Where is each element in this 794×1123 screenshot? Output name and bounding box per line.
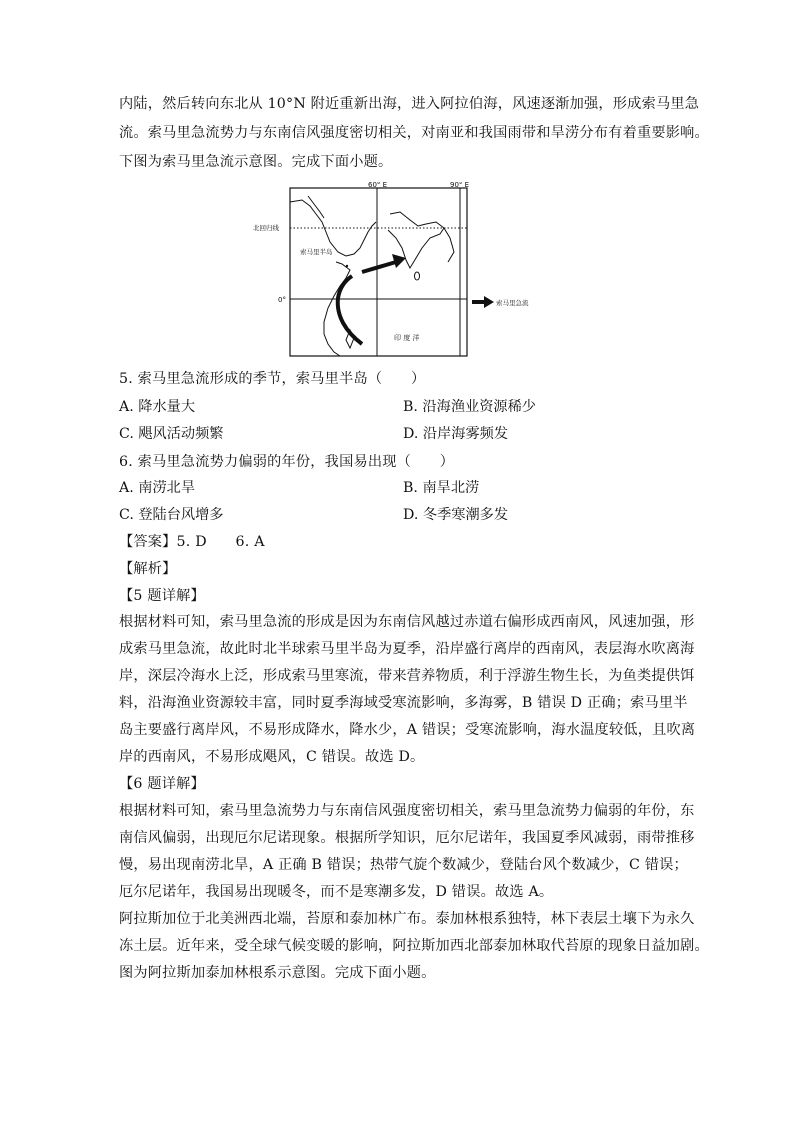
q6-option-c: C. 登陆台风增多 — [119, 507, 224, 523]
q6-option-a: A. 南涝北旱 — [119, 480, 196, 496]
detail-6-line-4: 厄尔尼诺年，我国易出现暖冬，而不是寒潮多发，D 错误。故选 A。 — [119, 884, 554, 900]
detail-5-line-6: 岸的西南风，不易形成飓风，C 错误。故选 D。 — [119, 749, 425, 765]
detail-5-line-3: 岸，深层冷海水上泛，形成索马里寒流，带来营养物质，利于浮游生物生长，为鱼类提供饵 — [119, 668, 695, 684]
sri-lanka — [415, 272, 420, 280]
detail-6-line-3: 慢，易出现南涝北旱，A 正确 B 错误；热带气旋个数减少，登陆台风个数减少，C 错误； — [119, 857, 688, 873]
detail-6-title: 【6 题详解】 — [119, 776, 205, 792]
q5-stem: 5. 索马里急流形成的季节，索马里半岛（ ） — [119, 371, 426, 387]
intro-line-3: 下图为索马里急流示意图。完成下面小题。 — [119, 154, 393, 170]
intro-line-2: 流。索马里急流势力与东南信风强度密切相关，对南亚和我国雨带和旱涝分布有着重要影响。 — [119, 125, 709, 141]
detail-6-line-2: 南信风偏弱，出现厄尔尼诺现象。根据所学知识，厄尔尼诺年，我国夏季风减弱，雨带推移 — [119, 830, 695, 846]
q6-option-d: D. 冬季寒潮多发 — [403, 507, 509, 523]
label-90e: 90° E — [450, 182, 470, 189]
detail-5-line-4: 料，沿海渔业资源较丰富，同时夏季海域受寒流影响，多海雾，B 错误 D 正确；索马里半 — [119, 695, 688, 711]
next-material-line-2: 冻土层。近年来，受全球气候变暖的影响，阿拉斯加西北部泰加林取代苔原的现象日益加剧。 — [119, 938, 709, 954]
label-indian-ocean: 印 度 洋 — [394, 334, 420, 342]
legend-arrowhead — [484, 296, 494, 308]
detail-6-line-1: 根据材料可知，索马里急流势力与东南信风强度密切相关，索马里急流势力偏弱的年份，东 — [119, 803, 695, 819]
legend-label: 索马里急流 — [496, 299, 529, 307]
bay-of-bengal-coast — [444, 228, 454, 262]
socotra — [346, 265, 348, 267]
intro-line-1: 内陆，然后转向东北从 10°N 附近重新出海，进入阿拉伯海，风速逐渐加强，形成索马里急 — [119, 96, 700, 112]
jet-curve — [338, 276, 362, 344]
label-tropic: 北回归线 — [253, 224, 279, 232]
label-equator: 0° — [278, 296, 286, 304]
detail-5-line-1: 根据材料可知，索马里急流的形成是因为东南信风越过赤道右偏形成西南风，风速加强，形 — [119, 614, 695, 630]
jet-arrow-shaft — [362, 262, 396, 272]
next-material-line-1: 阿拉斯加位于北美洲西北端，苔原和泰加林广布。泰加林根系独特，林下表层土壤下为永久 — [119, 911, 695, 927]
q5-option-a: A. 降水量大 — [119, 399, 196, 415]
q5-option-c: C. 飓风活动频繁 — [119, 426, 224, 442]
label-60e: 60° E — [368, 182, 388, 189]
q6-option-b: B. 南旱北涝 — [403, 480, 480, 496]
map-frame — [290, 188, 467, 356]
label-somali-peninsula: 索马里半岛 — [300, 248, 333, 256]
next-material-line-3: 图为阿拉斯加泰加林根系示意图。完成下面小题。 — [119, 965, 436, 981]
detail-5-line-5: 岛主要盛行离岸风，不易形成降水，降水少，A 错误；受寒流影响，海水温度较低，且吹离 — [119, 722, 696, 738]
q6-stem: 6. 索马里急流势力偏弱的年份，我国易出现（ ） — [119, 454, 455, 470]
detail-5-line-2: 成索马里急流，故此时北半球索马里半岛为夏季，沿岸盛行离岸的西南风，表层海水吹离海 — [119, 641, 695, 657]
answer-line: 【答案】5. D 6. A — [119, 534, 265, 550]
q5-option-b: B. 沿海渔业资源稀少 — [403, 399, 536, 415]
analysis-title: 【解析】 — [119, 561, 177, 577]
jet-arrowhead — [392, 254, 406, 268]
q5-option-d: D. 沿岸海雾频发 — [403, 426, 509, 442]
somali-jet-map — [250, 182, 550, 360]
detail-5-title: 【5 题详解】 — [119, 588, 205, 604]
